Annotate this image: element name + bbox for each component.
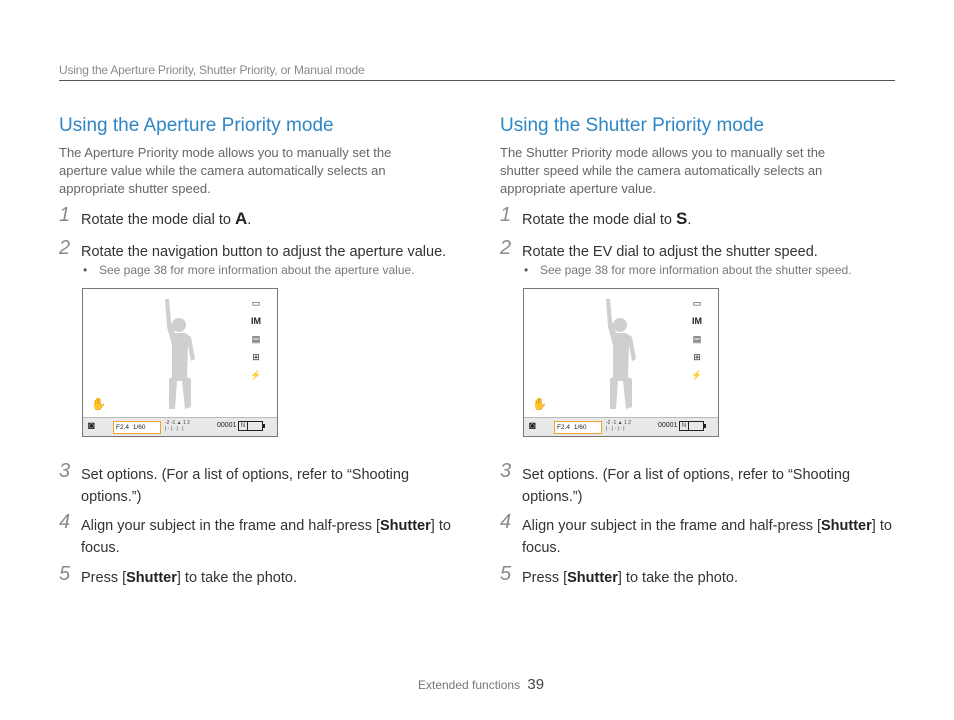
ev-scale-icon: -2 -1 ▲ 1 2 | · | · | · |	[606, 420, 631, 432]
memory-icon: N	[679, 421, 689, 431]
flash-icon: ⚡	[250, 370, 262, 380]
step-number: 2	[500, 237, 512, 259]
size-icon: ▭	[692, 298, 702, 308]
size-icon: ▭	[251, 298, 261, 308]
step-2-note	[524, 263, 852, 277]
person-silhouette	[155, 297, 205, 417]
step-text: Press [	[81, 570, 127, 586]
camera-mode-icon: ◙	[88, 420, 95, 432]
exposure-box	[554, 421, 602, 434]
step-2-note	[83, 263, 415, 277]
page-footer	[418, 676, 544, 693]
person-silhouette	[596, 297, 646, 417]
battery-icon	[247, 421, 263, 431]
aperture-value: F2.4	[557, 424, 571, 431]
note-text: See page 38 for more information about the aperture value.	[99, 263, 415, 277]
step-text-end: ] to focus.	[522, 518, 892, 556]
shutter-key-label: Shutter	[821, 518, 872, 534]
mode-s-icon: S	[675, 209, 688, 228]
exposure-box	[113, 421, 161, 434]
camera-screen-preview	[523, 288, 719, 437]
step-number: 3	[500, 460, 512, 482]
resolution-icon: IM	[692, 316, 702, 326]
step-number: 1	[500, 204, 512, 226]
shutter-key-label: Shutter	[567, 570, 618, 586]
running-header: Using the Aperture Priority, Shutter Priority, or Manual mode	[59, 63, 365, 77]
step-number: 4	[59, 511, 71, 533]
shutter-value: 1/60	[573, 424, 587, 431]
quality-icon: ▤	[692, 334, 702, 344]
step-text-end: .	[687, 212, 692, 228]
step-text: Rotate the EV dial to adjust the shutter speed.	[522, 244, 818, 260]
section-intro: The Shutter Priority mode allows you to manually set the shutter speed while the camera automatically selects an appropriate aperture value.	[500, 145, 826, 196]
camera-screen-preview	[82, 288, 278, 437]
quality-icon: ▤	[251, 334, 261, 344]
step-number: 3	[59, 460, 71, 482]
screen-status-bar	[83, 417, 277, 436]
step-number: 4	[500, 511, 512, 533]
step-number: 1	[59, 204, 71, 226]
screen-status-bar	[524, 417, 718, 436]
battery-icon	[688, 421, 704, 431]
step-text-end: ] to take the photo.	[617, 570, 738, 586]
camera-mode-icon: ◙	[529, 420, 536, 432]
bullet-icon: •	[524, 263, 529, 277]
ois-icon: ✋	[532, 397, 547, 411]
mode-a-icon: A	[234, 209, 248, 228]
aperture-value: F2.4	[116, 424, 130, 431]
step-text-end: ] to focus.	[81, 518, 451, 556]
step-text: Press [	[522, 570, 568, 586]
step-text: Set options. (For a list of options, refer to “Shooting options.”)	[81, 467, 410, 505]
shutter-value: 1/60	[132, 424, 146, 431]
flash-icon: ⚡	[691, 370, 703, 380]
page-number: 39	[527, 676, 545, 693]
note-text: See page 38 for more information about the shutter speed.	[540, 263, 852, 277]
step-text: Align your subject in the frame and half-press [	[522, 518, 822, 534]
shot-count: 00001	[658, 422, 678, 429]
ev-scale-icon: -2 -1 ▲ 1 2 | · | · | · |	[165, 420, 190, 432]
step-number: 2	[59, 237, 71, 259]
shutter-section	[500, 114, 900, 586]
step-text: Set options. (For a list of options, refer to “Shooting options.”)	[522, 467, 851, 505]
header-rule	[59, 80, 895, 81]
aperture-section	[59, 114, 459, 586]
section-title: Using the Shutter Priority mode	[500, 115, 765, 136]
step-text: Rotate the navigation button to adjust the aperture value.	[81, 244, 447, 260]
step-number: 5	[500, 563, 512, 585]
shot-count: 00001	[217, 422, 237, 429]
resolution-icon: IM	[251, 316, 261, 326]
section-intro: The Aperture Priority mode allows you to manually set the aperture value while the camera automatically selects an appropriate shutter speed.	[59, 145, 392, 196]
shutter-key-label: Shutter	[380, 518, 431, 534]
metering-icon: ⊞	[693, 352, 701, 362]
step-text-end: ] to take the photo.	[176, 570, 297, 586]
memory-icon: N	[238, 421, 248, 431]
step-text-end: .	[247, 212, 252, 228]
step-text: Rotate the mode dial to	[522, 212, 672, 228]
step-text: Align your subject in the frame and half-press [	[81, 518, 381, 534]
ois-icon: ✋	[91, 397, 106, 411]
footer-section-label: Extended functions	[418, 678, 521, 692]
shutter-key-label: Shutter	[126, 570, 177, 586]
metering-icon: ⊞	[252, 352, 260, 362]
step-number: 5	[59, 563, 71, 585]
step-text: Rotate the mode dial to	[81, 212, 231, 228]
section-title: Using the Aperture Priority mode	[59, 115, 334, 136]
bullet-icon: •	[83, 263, 88, 277]
